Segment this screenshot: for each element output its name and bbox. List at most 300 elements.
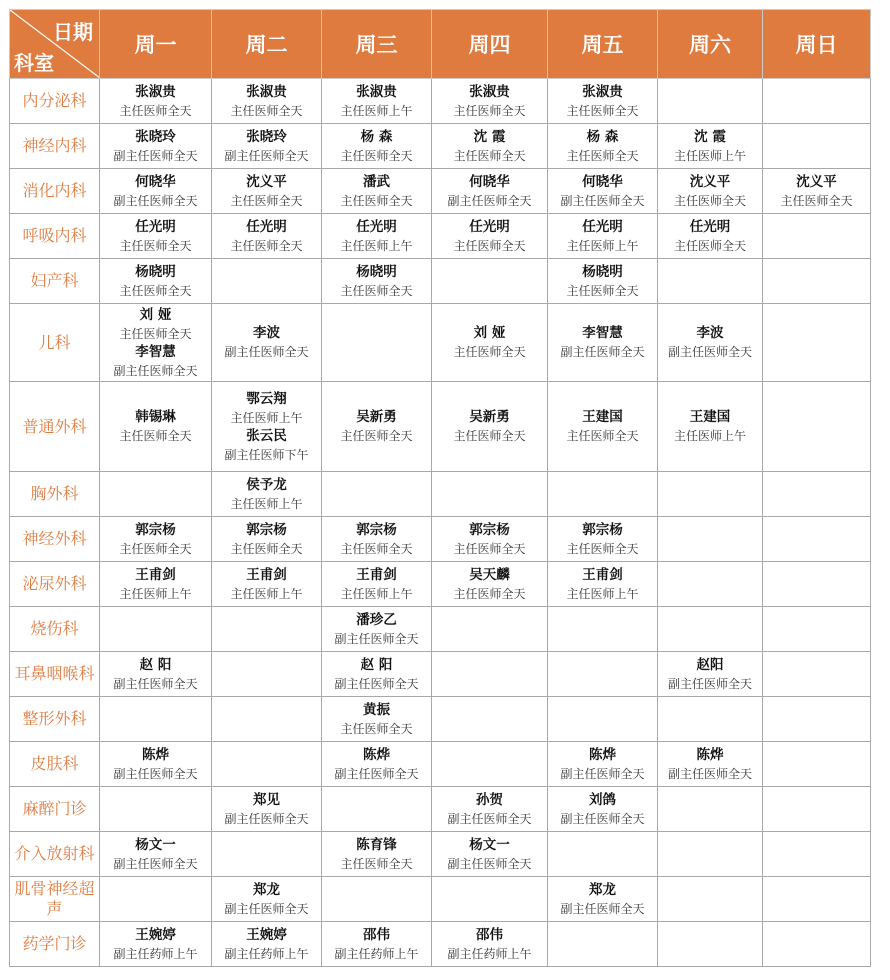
doctor-name: 杨 森 [360, 128, 393, 145]
doctor-title: 副主任医师全天 [113, 676, 198, 691]
doctor-title: 主任医师上午 [340, 103, 413, 118]
doctor-name: 郑龙 [253, 881, 280, 898]
schedule-cell [763, 517, 871, 562]
doctor-name: 沈义平 [689, 173, 731, 190]
schedule-cell [212, 787, 322, 832]
doctor-title: 副主任药师上午 [113, 946, 198, 961]
schedule-cell [763, 562, 871, 607]
table-row [10, 742, 871, 787]
schedule-cell [100, 517, 212, 562]
doctor-entry [322, 701, 431, 738]
schedule-body [10, 79, 871, 967]
doctor-entry [212, 83, 321, 120]
doctor-title: 副主任医师全天 [224, 811, 309, 826]
doctor-name: 张淑贵 [356, 83, 397, 100]
doctor-entry [432, 926, 547, 963]
schedule-cell [322, 169, 432, 214]
dept-name: 内分泌科 [10, 79, 100, 124]
doctor-title: 主任医师全天 [340, 283, 413, 298]
doctor-title: 主任医师上午 [673, 148, 746, 163]
doctor-entry [100, 306, 211, 343]
doctor-name: 沈 霞 [473, 128, 506, 145]
doctor-title: 主任医师全天 [230, 541, 303, 556]
schedule-cell [212, 169, 322, 214]
dept-name: 介入放射科 [10, 832, 100, 877]
doctor-entry [548, 173, 657, 210]
dept-name: 神经外科 [10, 517, 100, 562]
doctor-name: 郭宗杨 [356, 521, 397, 538]
doctor-name: 王建国 [689, 409, 731, 425]
doctor-entry [100, 656, 211, 693]
doctor-title: 副主任医师全天 [334, 631, 419, 646]
schedule-cell [548, 472, 658, 517]
doctor-entry [212, 427, 321, 464]
doctor-entry [658, 218, 762, 255]
doctor-title: 主任医师全天 [453, 429, 526, 443]
doctor-entry [212, 173, 321, 210]
dept-name: 神经内科 [10, 124, 100, 169]
dept-name: 妇产科 [10, 259, 100, 304]
doctor-title: 副主任医师全天 [560, 811, 645, 826]
schedule-cell [322, 79, 432, 124]
schedule-cell [548, 832, 658, 877]
schedule-cell [322, 382, 432, 472]
doctor-name: 陈烨 [589, 746, 616, 763]
doctor-entry [548, 324, 657, 361]
schedule-cell [432, 832, 548, 877]
dept-name: 烧伤科 [10, 607, 100, 652]
doctor-name: 李智慧 [135, 343, 176, 360]
table-row [10, 214, 871, 259]
schedule-cell [658, 652, 763, 697]
doctor-entry [212, 390, 321, 427]
schedule-cell [763, 652, 871, 697]
doctor-name: 赵阳 [696, 656, 724, 673]
schedule-cell [658, 877, 763, 922]
doctor-name: 赵 阳 [360, 656, 393, 673]
doctor-entry [548, 218, 657, 255]
schedule-cell [432, 562, 548, 607]
doctor-name: 孙贺 [476, 791, 503, 808]
doctor-entry [100, 566, 211, 603]
doctor-title: 副主任医师全天 [224, 148, 309, 163]
schedule-cell [658, 214, 763, 259]
doctor-name: 张晓玲 [135, 128, 176, 145]
doctor-entry [432, 218, 547, 255]
doctor-title: 副主任医师全天 [667, 676, 752, 691]
doctor-entry [432, 521, 547, 558]
doctor-name: 王婉婷 [135, 926, 176, 943]
schedule-cell [432, 517, 548, 562]
schedule-cell [658, 79, 763, 124]
table-row [10, 124, 871, 169]
doctor-entry [322, 746, 431, 783]
doctor-entry [322, 83, 431, 120]
doctor-name: 王甫剑 [135, 566, 176, 583]
schedule-cell [100, 214, 212, 259]
schedule-cell [432, 259, 548, 304]
doctor-title: 主任医师上午 [119, 586, 192, 601]
schedule-cell [432, 382, 548, 472]
doctor-name: 杨晓明 [582, 263, 623, 280]
schedule-cell [212, 697, 322, 742]
schedule-cell [100, 922, 212, 967]
doctor-title: 主任医师上午 [230, 586, 303, 601]
doctor-title: 主任医师全天 [453, 345, 526, 359]
schedule-cell [548, 169, 658, 214]
schedule-cell [100, 652, 212, 697]
table-row [10, 877, 871, 922]
doctor-entry [322, 218, 431, 255]
doctor-title: 主任医师全天 [453, 148, 526, 163]
doctor-entry [432, 83, 547, 120]
table-row [10, 787, 871, 832]
schedule-cell [763, 304, 871, 382]
schedule-cell [212, 742, 322, 787]
doctor-title: 副主任医师全天 [447, 193, 532, 208]
schedule-cell [100, 382, 212, 472]
schedule-cell [763, 472, 871, 517]
doctor-entry [548, 263, 657, 300]
doctor-name: 吴天麟 [469, 566, 510, 583]
schedule-cell [432, 877, 548, 922]
table-row [10, 259, 871, 304]
schedule-cell [212, 562, 322, 607]
dept-name: 麻醉门诊 [10, 787, 100, 832]
doctor-entry [432, 324, 547, 361]
schedule-cell [432, 787, 548, 832]
doctor-title: 主任医师全天 [453, 238, 526, 253]
dept-name: 儿科 [10, 304, 100, 382]
table-row [10, 79, 871, 124]
doctor-entry [100, 218, 211, 255]
doctor-title: 主任医师全天 [119, 238, 192, 253]
schedule-cell [212, 877, 322, 922]
schedule-cell [432, 124, 548, 169]
table-row [10, 697, 871, 742]
doctor-name: 何晓华 [135, 173, 176, 190]
doctor-entry [322, 173, 431, 210]
doctor-title: 主任医师上午 [340, 586, 413, 601]
doctor-entry [100, 926, 211, 963]
schedule-cell [212, 304, 322, 382]
table-row [10, 832, 871, 877]
dept-name: 消化内科 [10, 169, 100, 214]
schedule-cell [658, 124, 763, 169]
doctor-title: 副主任医师全天 [113, 148, 198, 163]
schedule-cell [763, 787, 871, 832]
doctor-entry [212, 128, 321, 165]
doctor-name: 何晓华 [582, 173, 623, 190]
doctor-title: 主任医师全天 [340, 856, 413, 871]
schedule-cell [100, 79, 212, 124]
doctor-name: 鄂云翔 [246, 390, 287, 407]
doctor-entry [212, 218, 321, 255]
schedule-cell [212, 79, 322, 124]
doctor-title: 主任医师全天 [453, 103, 526, 118]
doctor-name: 黄振 [363, 701, 390, 718]
doctor-title: 主任医师上午 [566, 586, 639, 601]
doctor-name: 任光明 [469, 218, 510, 235]
doctor-entry [658, 128, 762, 165]
doctor-title: 副主任药师上午 [224, 946, 309, 961]
schedule-cell [658, 562, 763, 607]
doctor-entry [548, 83, 657, 120]
schedule-cell [432, 169, 548, 214]
doctor-title: 主任医师全天 [566, 429, 639, 443]
doctor-entry [658, 408, 762, 445]
schedule-cell [100, 832, 212, 877]
doctor-entry [763, 173, 870, 210]
day-header: 周五 [548, 10, 658, 79]
schedule-cell [100, 259, 212, 304]
doctor-title: 副主任医师全天 [113, 766, 198, 781]
doctor-title: 副主任医师全天 [560, 901, 645, 916]
doctor-entry [322, 128, 431, 165]
table-row [10, 304, 871, 382]
doctor-name: 沈义平 [796, 173, 837, 190]
schedule-cell [212, 472, 322, 517]
doctor-name: 郑龙 [589, 881, 616, 898]
dept-name: 泌尿外科 [10, 562, 100, 607]
doctor-entry [212, 324, 321, 361]
doctor-entry [432, 408, 547, 445]
doctor-entry [212, 566, 321, 603]
doctor-title: 主任医师全天 [453, 541, 526, 556]
schedule-cell [322, 787, 432, 832]
doctor-title: 主任医师全天 [566, 148, 639, 163]
doctor-entry [432, 836, 547, 873]
doctor-name: 陈烨 [142, 746, 169, 763]
corner-header [10, 10, 100, 79]
doctor-name: 王甫剑 [356, 566, 397, 583]
schedule-cell [212, 652, 322, 697]
schedule-cell [658, 304, 763, 382]
doctor-name: 任光明 [135, 218, 176, 235]
doctor-entry [212, 926, 321, 963]
doctor-entry [432, 791, 547, 828]
schedule-cell [432, 652, 548, 697]
doctor-name: 王甫剑 [582, 566, 623, 583]
doctor-entry [100, 173, 211, 210]
schedule-cell [658, 169, 763, 214]
schedule-cell [658, 922, 763, 967]
doctor-title: 主任医师全天 [566, 541, 639, 556]
doctor-name: 潘武 [363, 173, 390, 190]
doctor-title: 主任医师全天 [566, 103, 639, 118]
doctor-title: 副主任医师全天 [224, 345, 309, 359]
schedule-cell [100, 562, 212, 607]
schedule-cell [432, 79, 548, 124]
doctor-entry [322, 521, 431, 558]
schedule-cell [548, 259, 658, 304]
schedule-cell [212, 832, 322, 877]
dept-name: 普通外科 [10, 382, 100, 472]
schedule-cell [658, 607, 763, 652]
schedule-cell [322, 697, 432, 742]
schedule-cell [100, 787, 212, 832]
doctor-title: 主任医师全天 [340, 148, 413, 163]
schedule-cell [763, 382, 871, 472]
doctor-name: 李波 [696, 325, 724, 341]
doctor-title: 主任医师全天 [119, 283, 192, 298]
doctor-name: 张淑贵 [582, 83, 623, 100]
doctor-name: 李波 [253, 325, 280, 341]
doctor-title: 主任医师全天 [453, 586, 526, 601]
doctor-title: 副主任医师全天 [667, 345, 752, 359]
doctor-title: 主任医师全天 [119, 429, 192, 443]
doctor-name: 陈烨 [696, 746, 724, 763]
dept-name: 耳鼻咽喉科 [10, 652, 100, 697]
dept-name: 整形外科 [10, 697, 100, 742]
doctor-title: 副主任医师全天 [113, 856, 198, 871]
doctor-name: 邵伟 [476, 926, 503, 943]
doctor-entry [212, 881, 321, 918]
schedule-cell [212, 382, 322, 472]
doctor-entry [322, 611, 431, 648]
schedule-cell [322, 652, 432, 697]
doctor-title: 副主任医师全天 [560, 766, 645, 781]
doctor-title: 主任医师全天 [119, 326, 192, 341]
doctor-entry [548, 128, 657, 165]
doctor-name: 刘 娅 [473, 325, 506, 341]
schedule-cell [322, 832, 432, 877]
schedule-cell [548, 652, 658, 697]
doctor-entry [100, 836, 211, 873]
table-row [10, 472, 871, 517]
schedule-cell [432, 742, 548, 787]
doctor-name: 沈 霞 [694, 128, 726, 145]
doctor-name: 邵伟 [363, 926, 390, 943]
schedule-cell [548, 79, 658, 124]
doctor-name: 张淑贵 [246, 83, 287, 100]
doctor-name: 杨文一 [469, 836, 510, 853]
doctor-name: 何晓华 [469, 173, 510, 190]
doctor-name: 郭宗杨 [135, 521, 176, 538]
schedule-cell [763, 169, 871, 214]
doctor-name: 郑见 [253, 791, 280, 808]
doctor-entry [548, 566, 657, 603]
doctor-name: 张淑贵 [135, 83, 176, 100]
schedule-cell [548, 607, 658, 652]
dept-name: 皮肤科 [10, 742, 100, 787]
schedule-cell [212, 517, 322, 562]
doctor-title: 副主任医师全天 [334, 676, 419, 691]
doctor-name: 张云民 [246, 427, 287, 444]
doctor-title: 副主任医师全天 [560, 193, 645, 208]
schedule-cell [548, 214, 658, 259]
schedule-cell [100, 697, 212, 742]
doctor-name: 王建国 [582, 409, 623, 425]
day-header: 周日 [763, 10, 871, 79]
dept-name: 胸外科 [10, 472, 100, 517]
doctor-entry [548, 408, 657, 445]
schedule-cell [432, 304, 548, 382]
doctor-title: 副主任医师全天 [113, 363, 198, 378]
schedule-cell [432, 214, 548, 259]
schedule-cell [658, 382, 763, 472]
doctor-entry [322, 836, 431, 873]
day-header: 周三 [322, 10, 432, 79]
doctor-name: 杨文一 [135, 836, 176, 853]
doctor-title: 主任医师全天 [566, 283, 639, 298]
schedule-cell [100, 472, 212, 517]
doctor-name: 陈育锋 [356, 836, 397, 853]
doctor-entry [548, 746, 657, 783]
schedule-cell [763, 214, 871, 259]
doctor-name: 任光明 [689, 218, 731, 235]
doctor-title: 主任医师全天 [119, 541, 192, 556]
doctor-name: 赵 阳 [139, 656, 172, 673]
schedule-cell [100, 742, 212, 787]
schedule-cell [548, 742, 658, 787]
doctor-name: 郭宗杨 [246, 521, 287, 538]
doctor-entry [322, 566, 431, 603]
schedule-cell [763, 832, 871, 877]
doctor-title: 主任医师上午 [340, 238, 413, 253]
doctor-entry [432, 566, 547, 603]
doctor-entry [100, 83, 211, 120]
doctor-name: 吴新勇 [469, 409, 510, 425]
schedule-cell [548, 304, 658, 382]
doctor-title: 副主任医师下午 [224, 447, 309, 462]
schedule-cell [548, 787, 658, 832]
doctor-entry [100, 343, 211, 380]
schedule-table [9, 9, 871, 967]
doctor-name: 刘 娅 [139, 306, 172, 323]
doctor-name: 潘珍乙 [356, 611, 397, 628]
schedule-cell [322, 517, 432, 562]
schedule-cell [432, 472, 548, 517]
schedule-cell [322, 304, 432, 382]
schedule-cell [432, 697, 548, 742]
doctor-entry [658, 656, 762, 693]
schedule-cell [100, 607, 212, 652]
doctor-entry [548, 791, 657, 828]
table-row [10, 517, 871, 562]
doctor-title: 副主任医师全天 [667, 766, 752, 781]
doctor-title: 主任医师全天 [340, 541, 413, 556]
schedule-cell [322, 124, 432, 169]
doctor-name: 吴新勇 [356, 409, 397, 425]
doctor-title: 主任医师全天 [780, 193, 853, 208]
doctor-entry [212, 521, 321, 558]
day-header: 周四 [432, 10, 548, 79]
doctor-entry [548, 521, 657, 558]
schedule-cell [763, 124, 871, 169]
dept-name: 呼吸内科 [10, 214, 100, 259]
schedule-cell [658, 832, 763, 877]
schedule-cell [763, 79, 871, 124]
doctor-name: 陈烨 [363, 746, 390, 763]
day-header: 周一 [100, 10, 212, 79]
doctor-title: 主任医师上午 [230, 410, 303, 425]
doctor-title: 主任医师全天 [119, 103, 192, 118]
doctor-entry [100, 746, 211, 783]
schedule-cell [548, 922, 658, 967]
doctor-title: 主任医师上午 [566, 238, 639, 253]
schedule-cell [763, 742, 871, 787]
schedule-cell [100, 124, 212, 169]
doctor-name: 杨晓明 [356, 263, 397, 280]
schedule-cell [658, 472, 763, 517]
schedule-cell [100, 877, 212, 922]
schedule-cell [658, 517, 763, 562]
doctor-name: 韩锡琳 [135, 409, 176, 425]
schedule-cell [322, 472, 432, 517]
schedule-cell [322, 562, 432, 607]
schedule-cell [212, 607, 322, 652]
